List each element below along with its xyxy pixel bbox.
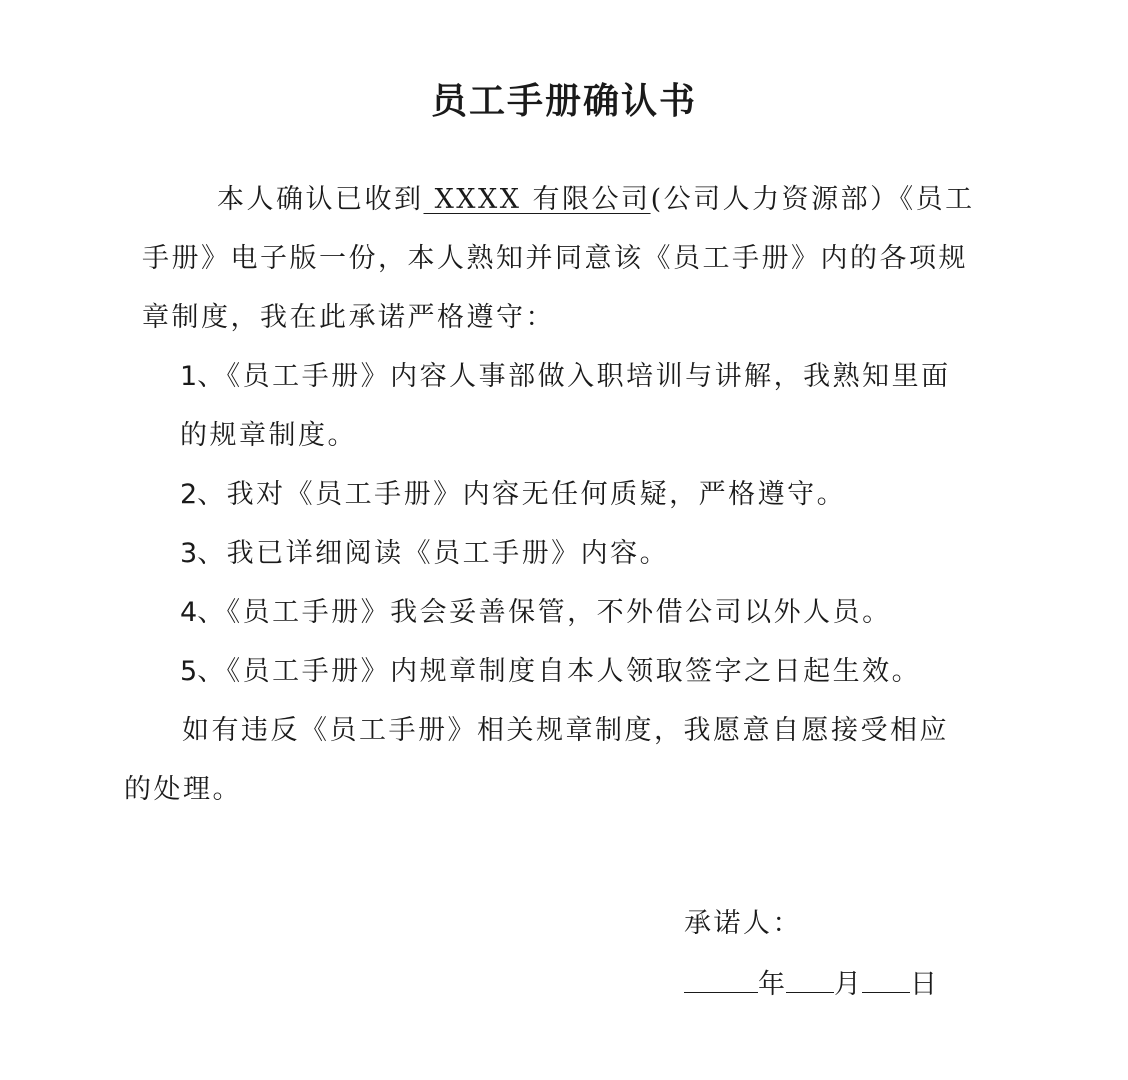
signature-date — [684, 964, 938, 1005]
year-label: 年 — [758, 969, 786, 1000]
item-text: 、《员工手册》内容人事部做入职培训与讲解，我熟知里面 — [197, 361, 951, 392]
item-text: 、我对《员工手册》内容无任何质疑，严格遵守。 — [197, 479, 847, 510]
item-text: 、《员工手册》内规章制度自本人领取签字之日起生效。 — [197, 656, 922, 687]
intro-line-3: 章制度，我在此承诺严格遵守： — [142, 302, 555, 333]
intro-prefix: 本人确认已收到 — [217, 184, 424, 215]
day-label: 日 — [910, 969, 938, 1000]
day-blank — [862, 964, 910, 993]
list-item-2 — [180, 475, 846, 515]
closing-line-1: 如有违反《员工手册》相关规章制度，我愿意自愿接受相应 — [182, 715, 949, 746]
closing-line-2: 的处理。 — [124, 774, 242, 805]
list-item-5 — [180, 652, 921, 692]
list-item-1 — [180, 357, 951, 397]
item-number: 2 — [180, 479, 198, 510]
item-number: 1 — [180, 361, 198, 392]
list-item-1-continuation: 的规章制度。 — [180, 420, 357, 451]
intro-suffix: (公司人力资源部）《员工 — [650, 184, 975, 215]
intro-line-2: 手册》电子版一份，本人熟知并同意该《员工手册》内的各项规 — [142, 243, 968, 274]
item-text: 、我已详细阅读《员工手册》内容。 — [197, 538, 670, 569]
year-blank — [684, 964, 758, 993]
month-blank — [786, 964, 834, 993]
intro-line-1 — [217, 180, 975, 220]
month-label: 月 — [834, 969, 862, 1000]
list-item-3 — [180, 534, 669, 574]
item-text: 、《员工手册》我会妥善保管，不外借公司以外人员。 — [197, 597, 892, 628]
company-name: XXXX 有限公司 — [423, 184, 651, 215]
item-number: 4 — [180, 597, 198, 628]
item-number: 3 — [180, 538, 198, 569]
list-item-4 — [180, 593, 892, 633]
document-title: 员工手册确认书 — [430, 80, 697, 122]
item-number: 5 — [180, 656, 198, 687]
signature-label: 承诺人： — [684, 908, 802, 939]
